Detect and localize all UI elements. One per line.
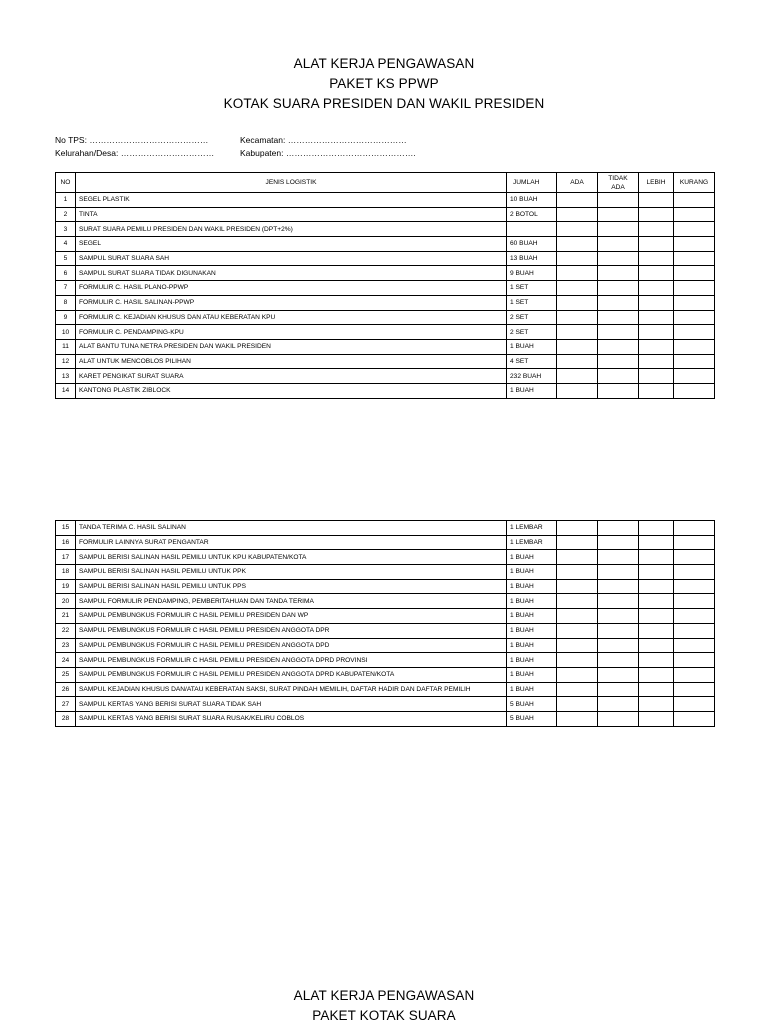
logistics-quantity: 1 BUAH — [507, 550, 557, 565]
logistics-item-name: SAMPUL FORMULIR PENDAMPING, PEMBERITAHUAN DAN TANDA TERIMA — [76, 594, 507, 609]
col-header-jumlah: JUMLAH — [507, 173, 557, 193]
logistics-quantity: 1 BUAH — [507, 623, 557, 638]
check-ada-cell[interactable] — [557, 697, 598, 712]
check-kurang-cell[interactable] — [674, 310, 715, 325]
check-tidak-ada-cell[interactable] — [598, 609, 639, 624]
row-number: 1 — [56, 193, 76, 208]
check-lebih-cell[interactable] — [639, 623, 674, 638]
row-number: 12 — [56, 354, 76, 369]
logistics-quantity: 2 BOTOL — [507, 207, 557, 222]
row-number: 27 — [56, 697, 76, 712]
table-row — [56, 565, 715, 580]
logistics-quantity: 4 SET — [507, 354, 557, 369]
check-ada-cell[interactable] — [557, 667, 598, 682]
row-number: 14 — [56, 383, 76, 398]
check-kurang-cell[interactable] — [674, 594, 715, 609]
row-number: 28 — [56, 711, 76, 726]
check-lebih-cell[interactable] — [639, 638, 674, 653]
check-ada-cell[interactable] — [557, 565, 598, 580]
check-ada-cell[interactable] — [557, 237, 598, 252]
check-ada-cell[interactable] — [557, 383, 598, 398]
check-ada-cell[interactable] — [557, 222, 598, 237]
col-header-kurang: KURANG — [674, 173, 715, 193]
logistics-quantity: 1 BUAH — [507, 579, 557, 594]
check-kurang-cell[interactable] — [674, 682, 715, 697]
kabupaten-label: Kabupaten: — [240, 148, 284, 158]
check-tidak-ada-cell[interactable] — [598, 369, 639, 384]
table-row — [56, 295, 715, 310]
check-tidak-ada-cell[interactable] — [598, 579, 639, 594]
table-row — [56, 310, 715, 325]
row-number: 3 — [56, 222, 76, 237]
check-kurang-cell[interactable] — [674, 623, 715, 638]
table-row — [56, 667, 715, 682]
check-lebih-cell[interactable] — [639, 266, 674, 281]
check-tidak-ada-cell[interactable] — [598, 354, 639, 369]
header-title-line-1: ALAT KERJA PENGAWASAN — [293, 56, 475, 71]
table-row — [56, 697, 715, 712]
check-kurang-cell[interactable] — [674, 325, 715, 340]
check-lebih-cell[interactable] — [639, 354, 674, 369]
logistics-item-name: KANTONG PLASTIK ZIBLOCK — [76, 383, 507, 398]
check-kurang-cell[interactable] — [674, 237, 715, 252]
logistics-item-name: SAMPUL BERISI SALINAN HASIL PEMILU UNTUK PPK — [76, 565, 507, 580]
check-tidak-ada-cell[interactable] — [598, 653, 639, 668]
row-number: 11 — [56, 339, 76, 354]
no-tps-label: No TPS: — [55, 135, 87, 145]
logistics-quantity: 13 BUAH — [507, 251, 557, 266]
check-lebih-cell[interactable] — [639, 369, 674, 384]
logistics-item-name: TINTA — [76, 207, 507, 222]
logistics-item-name: FORMULIR LAINNYA SURAT PENGANTAR — [76, 535, 507, 550]
header-title-line-3: KOTAK SUARA PRESIDEN DAN WAKIL PRESIDEN — [223, 96, 545, 111]
row-number: 21 — [56, 609, 76, 624]
check-ada-cell[interactable] — [557, 325, 598, 340]
logistics-quantity: 1 BUAH — [507, 667, 557, 682]
kecamatan-label: Kecamatan: — [240, 135, 286, 145]
logistics-quantity: 10 BUAH — [507, 193, 557, 208]
table-row — [56, 521, 715, 536]
table-row — [56, 281, 715, 296]
check-lebih-cell[interactable] — [639, 383, 674, 398]
check-kurang-cell[interactable] — [674, 339, 715, 354]
logistics-quantity: 1 BUAH — [507, 383, 557, 398]
row-number: 15 — [56, 521, 76, 536]
table-row — [56, 638, 715, 653]
check-tidak-ada-cell[interactable] — [598, 266, 639, 281]
kecamatan-field — [240, 134, 416, 147]
check-tidak-ada-cell[interactable] — [598, 565, 639, 580]
check-kurang-cell[interactable] — [674, 711, 715, 726]
logistics-item-name: SAMPUL KERTAS YANG BERISI SURAT SUARA RUSAK/KELIRU COBLOS — [76, 711, 507, 726]
check-ada-cell[interactable] — [557, 609, 598, 624]
logistics-item-name: ALAT UNTUK MENCOBLOS PILIHAN — [76, 354, 507, 369]
logistics-quantity: 1 LEMBAR — [507, 535, 557, 550]
check-kurang-cell[interactable] — [674, 251, 715, 266]
logistics-item-name: ALAT BANTU TUNA NETRA PRESIDEN DAN WAKIL PRESIDEN — [76, 339, 507, 354]
table-row — [56, 682, 715, 697]
check-kurang-cell[interactable] — [674, 550, 715, 565]
table-header-row — [56, 173, 715, 193]
row-number: 20 — [56, 594, 76, 609]
table-row — [56, 623, 715, 638]
logistics-quantity: 1 LEMBAR — [507, 521, 557, 536]
col-header-tidak-ada: TIDAK ADA — [598, 173, 639, 193]
row-number: 9 — [56, 310, 76, 325]
kelurahan-label: Kelurahan/Desa: — [55, 148, 119, 158]
table-row — [56, 369, 715, 384]
check-tidak-ada-cell[interactable] — [598, 237, 639, 252]
check-tidak-ada-cell[interactable] — [598, 310, 639, 325]
table-row — [56, 193, 715, 208]
check-lebih-cell[interactable] — [639, 295, 674, 310]
logistics-table-1 — [55, 172, 715, 399]
check-lebih-cell[interactable] — [639, 653, 674, 668]
check-lebih-cell[interactable] — [639, 222, 674, 237]
check-kurang-cell[interactable] — [674, 667, 715, 682]
check-lebih-cell[interactable] — [639, 193, 674, 208]
logistics-item-name: SAMPUL SURAT SUARA TIDAK DIGUNAKAN — [76, 266, 507, 281]
next-header-line-1: ALAT KERJA PENGAWASAN — [293, 988, 475, 1003]
check-lebih-cell[interactable] — [639, 310, 674, 325]
kecamatan-blank: …………………………………… — [287, 135, 407, 145]
logistics-item-name: SEGEL — [76, 237, 507, 252]
row-number: 13 — [56, 369, 76, 384]
check-tidak-ada-cell[interactable] — [598, 281, 639, 296]
row-number: 5 — [56, 251, 76, 266]
row-number: 2 — [56, 207, 76, 222]
logistics-item-name: SAMPUL KEJADIAN KHUSUS DAN/ATAU KEBERATAN SAKSI, SURAT PINDAH MEMILIH, DAFTAR HADIR DAN DAFTAR PEMILIH — [76, 682, 507, 697]
check-kurang-cell[interactable] — [674, 609, 715, 624]
check-kurang-cell[interactable] — [674, 653, 715, 668]
logistics-quantity: 1 SET — [507, 281, 557, 296]
check-ada-cell[interactable] — [557, 682, 598, 697]
check-tidak-ada-cell[interactable] — [598, 697, 639, 712]
row-number: 24 — [56, 653, 76, 668]
check-lebih-cell[interactable] — [639, 535, 674, 550]
check-kurang-cell[interactable] — [674, 638, 715, 653]
check-ada-cell[interactable] — [557, 521, 598, 536]
row-number: 26 — [56, 682, 76, 697]
check-ada-cell[interactable] — [557, 653, 598, 668]
check-kurang-cell[interactable] — [674, 193, 715, 208]
logistics-quantity: 1 BUAH — [507, 653, 557, 668]
check-ada-cell[interactable] — [557, 594, 598, 609]
row-number: 18 — [56, 565, 76, 580]
row-number: 10 — [56, 325, 76, 340]
logistics-quantity: 1 BUAH — [507, 682, 557, 697]
logistics-quantity: 9 BUAH — [507, 266, 557, 281]
logistics-quantity: 1 BUAH — [507, 565, 557, 580]
check-lebih-cell[interactable] — [639, 521, 674, 536]
logistics-item-name: TANDA TERIMA C. HASIL SALINAN — [76, 521, 507, 536]
table-row — [56, 207, 715, 222]
logistics-quantity: 60 BUAH — [507, 237, 557, 252]
table-row — [56, 535, 715, 550]
kabupaten-blank: ………………………………………. — [285, 148, 416, 158]
check-lebih-cell[interactable] — [639, 697, 674, 712]
check-lebih-cell[interactable] — [639, 594, 674, 609]
check-ada-cell[interactable] — [557, 295, 598, 310]
logistics-quantity: 5 BUAH — [507, 711, 557, 726]
check-ada-cell[interactable] — [557, 550, 598, 565]
table-row — [56, 609, 715, 624]
logistics-item-name: SAMPUL PEMBUNGKUS FORMULIR C HASIL PEMILU PRESIDEN ANGGOTA DPRD KABUPATEN/KOTA — [76, 667, 507, 682]
no-tps-field — [55, 134, 214, 147]
table-row — [56, 251, 715, 266]
location-fields-right — [240, 134, 416, 160]
check-ada-cell[interactable] — [557, 535, 598, 550]
logistics-quantity: 1 BUAH — [507, 638, 557, 653]
check-kurang-cell[interactable] — [674, 565, 715, 580]
logistics-quantity: 1 BUAH — [507, 339, 557, 354]
table-row — [56, 339, 715, 354]
row-number: 16 — [56, 535, 76, 550]
check-lebih-cell[interactable] — [639, 550, 674, 565]
check-lebih-cell[interactable] — [639, 325, 674, 340]
row-number: 19 — [56, 579, 76, 594]
table-row — [56, 579, 715, 594]
location-fields-left — [55, 134, 214, 160]
logistics-item-name: SAMPUL PEMBUNGKUS FORMULIR C HASIL PEMILU PRESIDEN ANGGOTA DPR — [76, 623, 507, 638]
header-title-line-2: PAKET KS PPWP — [329, 76, 439, 91]
kabupaten-field — [240, 147, 416, 160]
logistics-quantity — [507, 222, 557, 237]
next-page-header — [0, 986, 768, 1026]
check-kurang-cell[interactable] — [674, 383, 715, 398]
check-kurang-cell[interactable] — [674, 697, 715, 712]
table-row — [56, 222, 715, 237]
logistics-item-name: SEGEL PLASTIK — [76, 193, 507, 208]
logistics-quantity: 1 SET — [507, 295, 557, 310]
check-lebih-cell[interactable] — [639, 339, 674, 354]
check-tidak-ada-cell[interactable] — [598, 682, 639, 697]
check-ada-cell[interactable] — [557, 207, 598, 222]
logistics-quantity: 5 BUAH — [507, 697, 557, 712]
row-number: 23 — [56, 638, 76, 653]
logistics-item-name: SAMPUL PEMBUNGKUS FORMULIR C HASIL PEMILU PRESIDEN ANGGOTA DPRD PROVINSI — [76, 653, 507, 668]
table-row — [56, 711, 715, 726]
check-lebih-cell[interactable] — [639, 237, 674, 252]
table-row — [56, 550, 715, 565]
check-kurang-cell[interactable] — [674, 535, 715, 550]
check-lebih-cell[interactable] — [639, 565, 674, 580]
check-kurang-cell[interactable] — [674, 369, 715, 384]
logistics-item-name: FORMULIR C. HASIL PLANO-PPWP — [76, 281, 507, 296]
col-header-lebih: LEBIH — [639, 173, 674, 193]
check-ada-cell[interactable] — [557, 193, 598, 208]
table-row — [56, 594, 715, 609]
check-tidak-ada-cell[interactable] — [598, 667, 639, 682]
no-tps-blank: …………………………………… — [89, 135, 209, 145]
logistics-item-name: FORMULIR C. KEJADIAN KHUSUS DAN ATAU KEBERATAN KPU — [76, 310, 507, 325]
table-row — [56, 237, 715, 252]
check-kurang-cell[interactable] — [674, 281, 715, 296]
logistics-quantity: 1 BUAH — [507, 609, 557, 624]
check-tidak-ada-cell[interactable] — [598, 521, 639, 536]
check-tidak-ada-cell[interactable] — [598, 383, 639, 398]
check-kurang-cell[interactable] — [674, 295, 715, 310]
col-header-no: NO — [56, 173, 76, 193]
check-tidak-ada-cell[interactable] — [598, 222, 639, 237]
logistics-item-name: SAMPUL PEMBUNGKUS FORMULIR C HASIL PEMILU PRESIDEN DAN WP — [76, 609, 507, 624]
check-tidak-ada-cell[interactable] — [598, 193, 639, 208]
next-header-line-2: PAKET KOTAK SUARA — [312, 1008, 456, 1023]
check-kurang-cell[interactable] — [674, 354, 715, 369]
logistics-table-2 — [55, 520, 715, 727]
row-number: 25 — [56, 667, 76, 682]
check-tidak-ada-cell[interactable] — [598, 251, 639, 266]
check-ada-cell[interactable] — [557, 369, 598, 384]
check-tidak-ada-cell[interactable] — [598, 339, 639, 354]
logistics-quantity: 232 BUAH — [507, 369, 557, 384]
col-header-ada: ADA — [557, 173, 598, 193]
check-lebih-cell[interactable] — [639, 682, 674, 697]
logistics-item-name: KARET PENGIKAT SURAT SUARA — [76, 369, 507, 384]
logistics-item-name: SAMPUL PEMBUNGKUS FORMULIR C HASIL PEMILU PRESIDEN ANGGOTA DPD — [76, 638, 507, 653]
check-tidak-ada-cell[interactable] — [598, 207, 639, 222]
check-ada-cell[interactable] — [557, 579, 598, 594]
check-lebih-cell[interactable] — [639, 207, 674, 222]
logistics-item-name: SAMPUL BERISI SALINAN HASIL PEMILU UNTUK KPU KABUPATEN/KOTA — [76, 550, 507, 565]
logistics-item-name: SAMPUL KERTAS YANG BERISI SURAT SUARA TIDAK SAH — [76, 697, 507, 712]
logistics-item-name: FORMULIR C. PENDAMPING-KPU — [76, 325, 507, 340]
kelurahan-blank: …………………………… — [120, 148, 215, 158]
check-kurang-cell[interactable] — [674, 521, 715, 536]
check-ada-cell[interactable] — [557, 623, 598, 638]
check-ada-cell[interactable] — [557, 354, 598, 369]
check-tidak-ada-cell[interactable] — [598, 295, 639, 310]
check-kurang-cell[interactable] — [674, 579, 715, 594]
check-lebih-cell[interactable] — [639, 281, 674, 296]
logistics-item-name: SAMPUL BERISI SALINAN HASIL PEMILU UNTUK PPS — [76, 579, 507, 594]
check-lebih-cell[interactable] — [639, 711, 674, 726]
logistics-item-name: SURAT SUARA PEMILU PRESIDEN DAN WAKIL PRESIDEN (DPT+2%) — [76, 222, 507, 237]
check-tidak-ada-cell[interactable] — [598, 594, 639, 609]
check-tidak-ada-cell[interactable] — [598, 325, 639, 340]
check-kurang-cell[interactable] — [674, 222, 715, 237]
logistics-item-name: FORMULIR C. HASIL SALINAN-PPWP — [76, 295, 507, 310]
col-header-jenis: JENIS LOGISTIK — [76, 173, 507, 193]
check-tidak-ada-cell[interactable] — [598, 535, 639, 550]
check-ada-cell[interactable] — [557, 638, 598, 653]
check-lebih-cell[interactable] — [639, 667, 674, 682]
check-ada-cell[interactable] — [557, 266, 598, 281]
logistics-quantity: 2 SET — [507, 325, 557, 340]
row-number: 6 — [56, 266, 76, 281]
check-tidak-ada-cell[interactable] — [598, 638, 639, 653]
logistics-quantity: 2 SET — [507, 310, 557, 325]
check-tidak-ada-cell[interactable] — [598, 550, 639, 565]
logistics-item-name: SAMPUL SURAT SUARA SAH — [76, 251, 507, 266]
check-ada-cell[interactable] — [557, 281, 598, 296]
table-row — [56, 383, 715, 398]
check-ada-cell[interactable] — [557, 711, 598, 726]
row-number: 8 — [56, 295, 76, 310]
row-number: 22 — [56, 623, 76, 638]
check-lebih-cell[interactable] — [639, 251, 674, 266]
table-row — [56, 266, 715, 281]
check-kurang-cell[interactable] — [674, 207, 715, 222]
check-lebih-cell[interactable] — [639, 579, 674, 594]
kelurahan-field — [55, 147, 214, 160]
check-ada-cell[interactable] — [557, 251, 598, 266]
table-row — [56, 325, 715, 340]
check-tidak-ada-cell[interactable] — [598, 623, 639, 638]
table-row — [56, 653, 715, 668]
row-number: 4 — [56, 237, 76, 252]
check-kurang-cell[interactable] — [674, 266, 715, 281]
document-header — [0, 54, 768, 114]
check-ada-cell[interactable] — [557, 339, 598, 354]
check-tidak-ada-cell[interactable] — [598, 711, 639, 726]
row-number: 17 — [56, 550, 76, 565]
check-ada-cell[interactable] — [557, 310, 598, 325]
row-number: 7 — [56, 281, 76, 296]
check-lebih-cell[interactable] — [639, 609, 674, 624]
logistics-quantity: 1 BUAH — [507, 594, 557, 609]
table-row — [56, 354, 715, 369]
